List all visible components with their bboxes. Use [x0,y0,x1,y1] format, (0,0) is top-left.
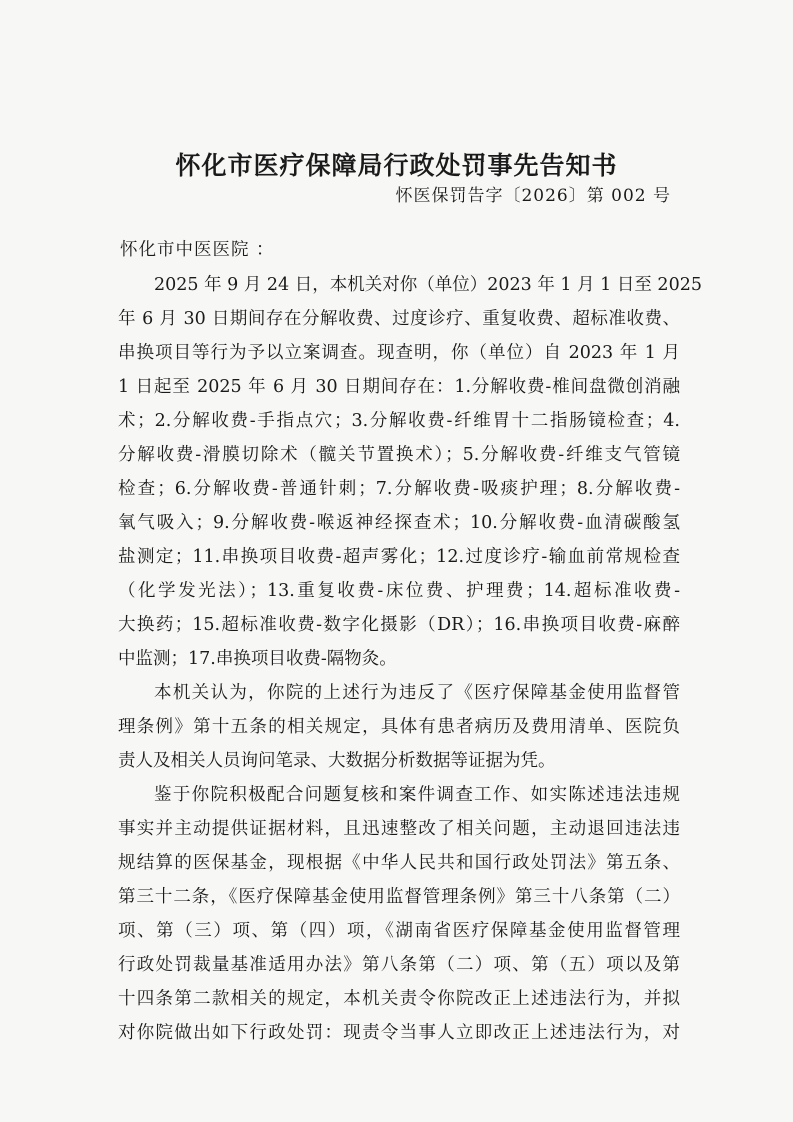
text-line: 十四条第二款相关的规定，本机关责令你院改正上述违法行为，并拟 [118,989,680,1009]
text-line: 大换药；15.超标准收费-数字化摄影（DR）；16.串换项目收费-麻醉 [118,615,680,635]
salutation: 怀化市中医医院 ： [120,240,275,260]
text-line: 分解收费-滑膜切除术（髋关节置换术）；5.分解收费-纤维支气管镜 [118,445,680,465]
paragraph-2 [118,676,680,778]
text-line: 氧气吸入；9.分解收费-喉返神经探查术；10.分解收费-血清碳酸氢 [118,513,680,533]
page-title: 怀化市医疗保障局行政处罚事先告知书 [175,151,618,180]
text-line: 对你院做出如下行政处罚：现责令当事人立即改正上述违法行为，对 [118,1023,680,1043]
text-line: 检查；6.分解收费-普通针刺；7.分解收费-吸痰护理；8.分解收费- [118,479,680,499]
text-line: 1 日起至 2025 年 6 月 30 日期间存在：1.分解收费-椎间盘微创消融 [118,377,680,397]
document-number: 怀医保罚告字〔2026〕第 002 号 [395,186,671,206]
text-line: 盐测定；11.串换项目收费-超声雾化；12.过度诊疗-输血前常规检查 [118,547,680,567]
paragraph-3 [118,778,680,1050]
text-line: 规结算的医保基金，现根据《中华人民共和国行政处罚法》第五条、 [118,853,680,873]
text-line: 事实并主动提供证据材料，且迅速整改了相关问题，主动退回违法违 [118,819,680,839]
paragraph-1 [118,268,702,676]
text-line: 项、第（三）项、第（四）项，《湖南省医疗保障基金使用监督管理 [118,921,680,941]
text-line: 行政处罚裁量基准适用办法》第八条第（二）项、第（五）项以及第 [118,955,680,975]
text-line: 中监测；17.串换项目收费-隔物灸。 [118,649,397,669]
text-line: 年 6 月 30 日期间存在分解收费、过度诊疗、重复收费、超标准收费、 [118,309,680,329]
text-line: 本机关认为，你院的上述行为违反了《医疗保障基金使用监督管 [154,683,680,703]
text-line: 责人及相关人员询问笔录、大数据分析数据等证据为凭。 [118,751,556,771]
text-line: 第三十二条，《医疗保障基金使用监督管理条例》第三十八条第（二） [118,887,680,907]
text-line: 2025 年 9 月 24 日，本机关对你（单位）2023 年 1 月 1 日至 2025 [154,275,702,295]
text-line: 术；2.分解收费-手指点穴；3.分解收费-纤维胃十二指肠镜检查；4. [118,411,680,431]
text-line: 理条例》第十五条的相关规定，具体有患者病历及费用清单、医院负 [118,717,680,737]
text-line: 串换项目等行为予以立案调查。现查明，你（单位）自 2023 年 1 月 [118,343,680,363]
text-line: 鉴于你院积极配合问题复核和案件调查工作、如实陈述违法违规 [154,785,680,805]
text-line: （化学发光法）；13.重复收费-床位费、护理费；14.超标准收费- [118,581,680,601]
